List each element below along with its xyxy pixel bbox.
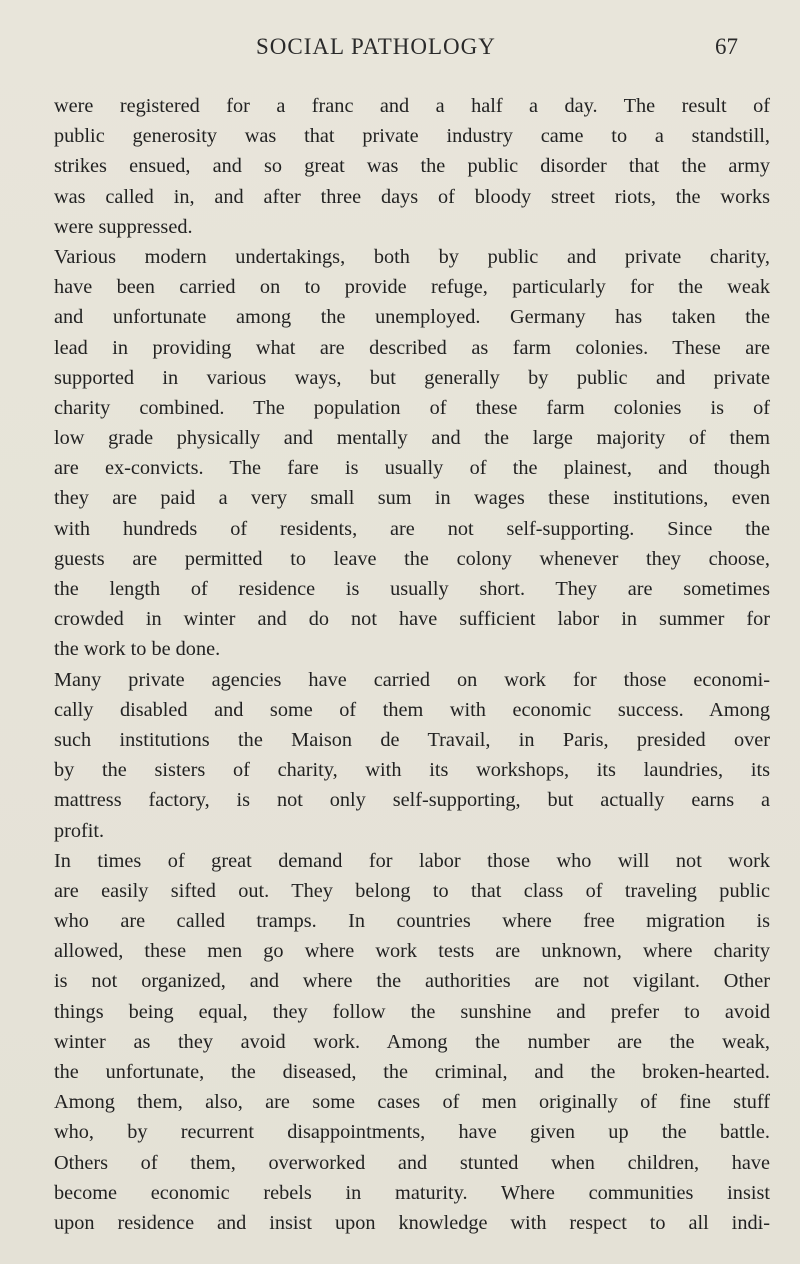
text-line: profit.	[54, 819, 105, 842]
text-line: charity combined. The population of these farm colonies is of	[54, 396, 770, 419]
text-line: allowed, these men go where work tests are unknown, where charity	[54, 940, 770, 963]
text-line: who, by recurrent disappointments, have given up the battle.	[54, 1121, 770, 1144]
text-line: crowded in winter and do not have sufficient labor in summer for	[54, 608, 770, 631]
text-line: were registered for a franc and a half a day. The result of	[54, 95, 770, 117]
text-line: become economic rebels in maturity. Where communities insist	[54, 1181, 770, 1204]
text-line: have been carried on to provide refuge, particularly for the weak	[54, 276, 770, 299]
page-header	[116, 30, 738, 70]
text-line: lead in providing what are described as farm colonies. These are	[54, 336, 770, 359]
text-line: the work to be done.	[54, 638, 221, 661]
text-line: such institutions the Maison de Travail, in Paris, presided over	[54, 728, 770, 751]
text-line: and unfortunate among the unemployed. Germany has taken the	[54, 306, 770, 329]
text-line: with hundreds of residents, are not self-supporting. Since the	[54, 517, 770, 540]
text-line: are ex-convicts. The fare is usually of the plainest, and though	[54, 457, 770, 480]
text-line: who are called tramps. In countries where free migration is	[54, 910, 770, 933]
text-line: supported in various ways, but generally by public and private	[54, 366, 770, 389]
text-line: the unfortunate, the diseased, the criminal, and the broken-hearted.	[54, 1061, 770, 1083]
text-line: are easily sifted out. They belong to that class of traveling public	[54, 879, 770, 902]
text-line: things being equal, they follow the sunshine and prefer to avoid	[54, 1000, 770, 1023]
text-line: low grade physically and mentally and the large majority of them	[54, 427, 770, 450]
text-line: strikes ensued, and so great was the public disorder that the army	[54, 155, 770, 178]
text-line: upon residence and insist upon knowledge with respect to all indi-	[54, 1211, 770, 1234]
text-line: Many private agencies have carried on work for those economi-	[54, 668, 770, 691]
text-line: Various modern undertakings, both by public and private charity,	[54, 245, 770, 268]
text-line: cally disabled and some of them with economic success. Among	[54, 698, 770, 721]
text-line: Among them, also, are some cases of men originally of fine stuff	[54, 1091, 770, 1114]
text-line: winter as they avoid work. Among the number are the weak,	[54, 1030, 770, 1053]
text-line: mattress factory, is not only self-supporting, but actually earns a	[54, 789, 770, 812]
text-line: is not organized, and where the authorities are not vigilant. Other	[54, 970, 770, 993]
text-line: guests are permitted to leave the colony whenever they choose,	[54, 547, 770, 570]
running-head: SOCIAL PATHOLOGY	[256, 34, 496, 59]
text-line: they are paid a very small sum in wages these institutions, even	[54, 487, 770, 510]
text-line: was called in, and after three days of bloody street riots, the works	[54, 185, 770, 208]
page-number: 67	[715, 34, 738, 59]
text-line: were suppressed.	[54, 215, 193, 238]
text-line: In times of great demand for labor those who will not work	[54, 849, 770, 872]
text-line: public generosity was that private industry came to a standstill,	[54, 125, 770, 148]
text-line: by the sisters of charity, with its workshops, its laundries, its	[54, 759, 770, 782]
body-text	[54, 91, 770, 1238]
text-line: the length of residence is usually short. They are sometimes	[54, 578, 770, 600]
text-line: Others of them, overworked and stunted when children, have	[54, 1151, 770, 1174]
